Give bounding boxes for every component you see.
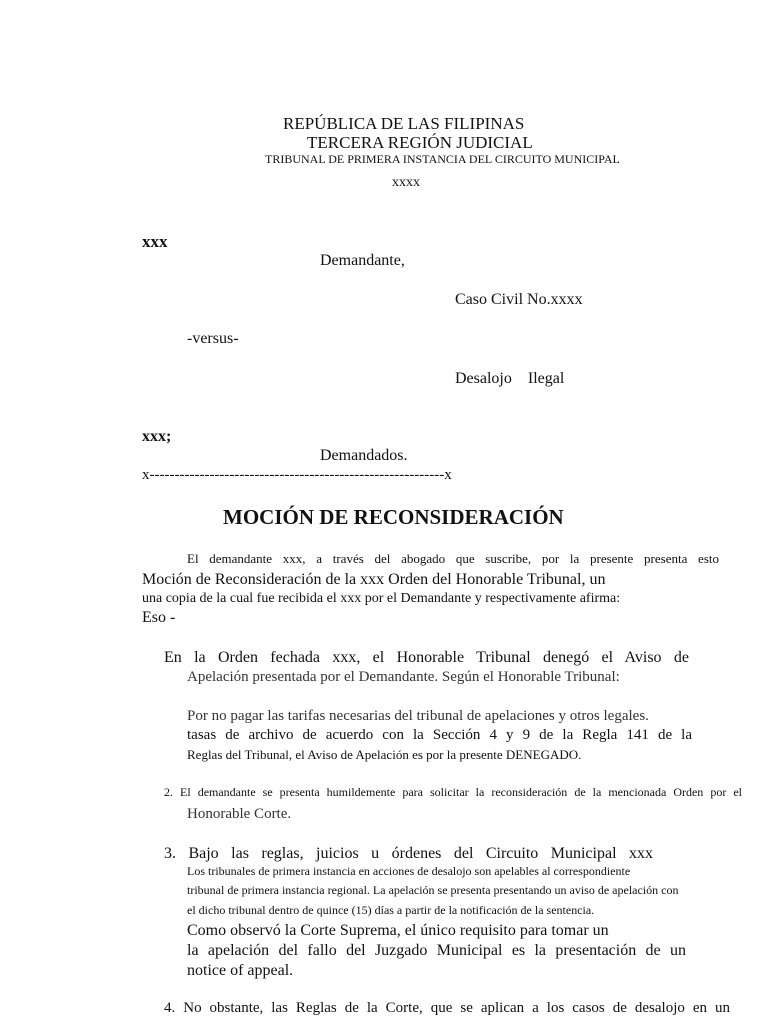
- para3-line-3: tribunal de primera instancia regional. La apelación se presenta presentando un aviso de apelación con: [187, 883, 679, 897]
- intro-line-4: Eso -: [142, 609, 176, 626]
- para3-line-6: la apelación del fallo del Juzgado Municipal es la presentación de un: [187, 942, 686, 959]
- para3-line-1: 3. Bajo las reglas, juicios u órdenes del Circuito Municipal xxx: [164, 845, 653, 862]
- para4-line-1: 4. No obstante, las Reglas de la Corte, que se aplican a los casos de desalojo en un: [164, 1000, 730, 1016]
- header-country: REPÚBLICA DE LAS FILIPINAS: [283, 114, 525, 133]
- para2-line-1: 2. El demandante se presenta humildemente para solicitar la reconsideración de la mencionada Orden por el: [164, 785, 742, 799]
- intro-line-2: Moción de Reconsideración de la xxx Orden del Honorable Tribunal, un: [142, 571, 606, 588]
- defendant-role: Demandados.: [320, 447, 408, 464]
- para1-line-2: Apelación presentada por el Demandante. Según el Honorable Tribunal:: [187, 669, 620, 685]
- para3-line-2: Los tribunales de primera instancia en acciones de desalojo son apelables al correspondiente: [187, 864, 631, 878]
- header-court: TRIBUNAL DE PRIMERA INSTANCIA DEL CIRCUITO MUNICIPAL: [265, 152, 620, 166]
- intro-line-3: una copia de la cual fue recibida el xxx por el Demandante y respectivamente afirma:: [142, 591, 621, 606]
- para3-line-7: notice of appeal.: [187, 962, 294, 979]
- para2-line-2: Honorable Corte.: [187, 806, 292, 822]
- intro-line-1: El demandante xxx, a través del abogado que suscribe, por la presente presenta esto: [187, 551, 719, 566]
- caption-separator: x-----------------------------------------------------------x: [142, 467, 452, 483]
- case-number: Caso Civil No.xxxx: [455, 291, 583, 308]
- header-region: TERCERA REGIÓN JUDICIAL: [307, 133, 533, 152]
- case-type: Desalojo Ilegal: [455, 370, 565, 387]
- document-title: MOCIÓN DE RECONSIDERACIÓN: [223, 505, 564, 529]
- para1-quote-3: Reglas del Tribunal, el Aviso de Apelación es por la presente DENEGADO.: [187, 747, 582, 762]
- plaintiff-name: xxx: [142, 232, 168, 251]
- header-location: xxxx: [392, 175, 420, 190]
- para1-quote-2: tasas de archivo de acuerdo con la Sección 4 y 9 de la Regla 141 de la: [187, 727, 692, 743]
- plaintiff-role: Demandante,: [320, 252, 405, 269]
- para1-quote-1: Por no pagar las tarifas necesarias del tribunal de apelaciones y otros legales.: [187, 708, 649, 724]
- para1-line-1: En la Orden fechada xxx, el Honorable Tribunal denegó el Aviso de: [164, 649, 689, 666]
- versus-label: -versus-: [187, 330, 239, 347]
- para3-line-5: Como observó la Corte Suprema, el único requisito para tomar un: [187, 922, 609, 939]
- defendant-name: xxx;: [142, 428, 172, 445]
- para3-line-4: el dicho tribunal dentro de quince (15) días a partir de la notificación de la sentencia.: [187, 903, 595, 917]
